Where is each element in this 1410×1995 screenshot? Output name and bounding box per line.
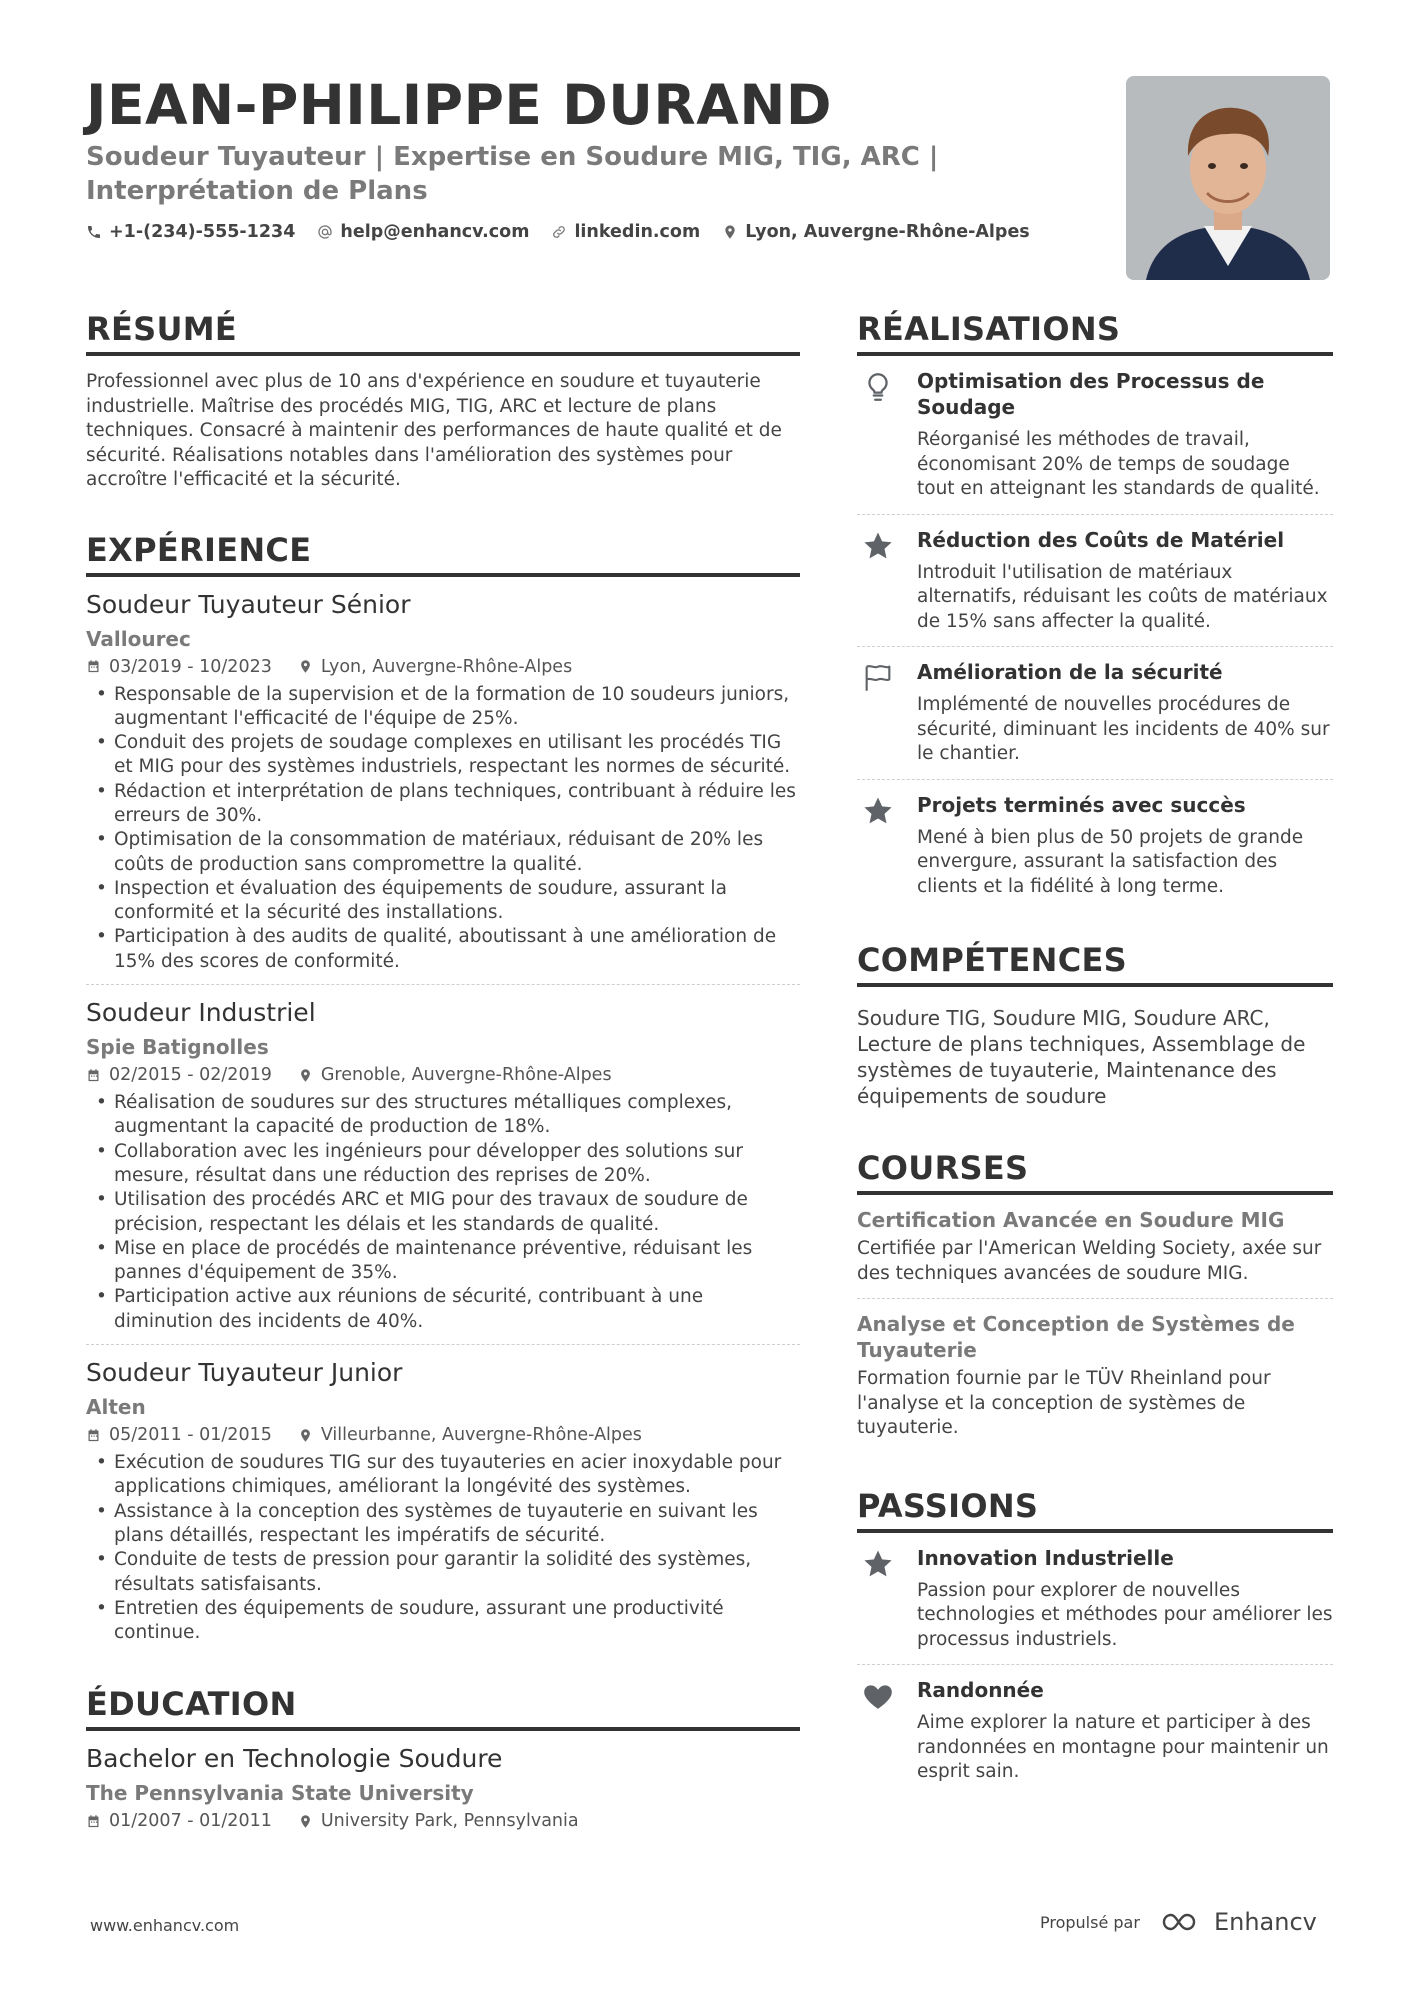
- achievement-item: [857, 515, 1333, 648]
- passion-item: [857, 1665, 1333, 1797]
- email-address: help@enhancv.com: [340, 222, 530, 242]
- achievement-description: Réorganisé les méthodes de travail, économisant 20% de temps de soudage tout en atteignant les standards de qualité.: [917, 429, 1320, 499]
- section-title-achievements: RÉALISATIONS: [857, 310, 1333, 356]
- profile-photo: [1126, 76, 1330, 280]
- contact-info: [86, 222, 1086, 242]
- candidate-headline: Soudeur Tuyauteur | Expertise en Soudure MIG, TIG, ARC | Interprétation de Plans: [86, 142, 939, 206]
- job-bullets: [86, 1451, 800, 1645]
- company-name: Spie Batignolles: [86, 1035, 269, 1060]
- passion-description: Aime explorer la nature et participer à des randonnées en montagne pour maintenir un esprit sain.: [917, 1712, 1329, 1782]
- job-bullet: • Collaboration avec les ingénieurs pour développer des solutions sur mesure, résultat dans une réduction des reprises de 20%.: [86, 1140, 800, 1189]
- job-entry: [86, 985, 800, 1345]
- achievement-title: Optimisation des Processus de Soudage: [917, 369, 1265, 419]
- job-meta: [86, 1065, 800, 1085]
- phone-icon: [86, 224, 102, 240]
- job-dates: [86, 1065, 272, 1085]
- section-title-summary: RÉSUMÉ: [86, 310, 800, 356]
- job-dates-text: 02/2015 - 02/2019: [109, 1065, 272, 1086]
- summary-text: Professionnel avec plus de 10 ans d'expérience en soudure et tuyauterie industrielle. Maîtrise des procédés MIG, TIG, ARC et lecture de plans techniques. Consacré à maintenir des performances de haute qualité et de sécurité. Réalisations notables dans l'amélioration des systèmes pour accroître l'efficacité et la sécurité.: [86, 371, 782, 490]
- passion-description: Passion pour explorer de nouvelles technologies et méthodes pour améliorer les processus industriels.: [917, 1579, 1333, 1650]
- achievement-description: Implémenté de nouvelles procédures de sécurité, diminuant les incidents de 40% sur le chantier.: [917, 694, 1330, 764]
- passion-title: Innovation Industrielle: [917, 1545, 1174, 1570]
- brand-name: Enhancv: [1213, 1908, 1317, 1936]
- job-bullet: • Mise en place de procédés de maintenance préventive, réduisant les pannes d'équipement de 35%.: [86, 1237, 800, 1286]
- left-column: [86, 310, 800, 1879]
- education-location-text: University Park, Pennsylvania: [320, 1811, 579, 1832]
- section-title-experience: EXPÉRIENCE: [86, 531, 800, 577]
- job-location-text: Villeurbanne, Auvergne-Rhône-Alpes: [320, 1425, 642, 1446]
- enhancv-logo-icon: [1160, 1910, 1206, 1934]
- course-description: Formation fournie par le TÜV Rheinland pour l'analyse et la conception de systèmes de tuyauterie.: [857, 1368, 1271, 1438]
- star-icon: [857, 1545, 899, 1653]
- company-name: Alten: [86, 1395, 146, 1420]
- contact-phone[interactable]: [86, 222, 295, 242]
- star-icon: [857, 527, 899, 635]
- job-dates: [86, 1425, 272, 1445]
- location-pin-icon: [298, 659, 313, 674]
- passion-title: Randonnée: [917, 1678, 1044, 1702]
- job-location-text: Grenoble, Auvergne-Rhône-Alpes: [320, 1065, 612, 1086]
- contact-location: [722, 222, 1030, 242]
- education-section: [86, 1685, 800, 1841]
- calendar-icon: [86, 1428, 101, 1443]
- brand-logo[interactable]: [1160, 1908, 1317, 1936]
- job-bullet: • Réalisation de soudures sur des structures métalliques complexes, augmentant la capacité de production de 18%.: [86, 1091, 800, 1140]
- education-meta: [86, 1811, 800, 1831]
- achievement-item: [857, 647, 1333, 780]
- education-entry: [86, 1731, 800, 1841]
- calendar-icon: [86, 1068, 101, 1083]
- job-bullet: • Inspection et évaluation des équipements de soudure, assurant la conformité et la sécurité des installations.: [86, 877, 800, 926]
- job-bullet: • Participation active aux réunions de sécurité, contribuant à une diminution des incidents de 40%.: [86, 1285, 800, 1334]
- job-bullet: • Utilisation des procédés ARC et MIG pour des travaux de soudure de précision, respectant les délais et les standards de qualité.: [86, 1188, 800, 1237]
- job-bullet: • Participation à des audits de qualité, aboutissant à une amélioration de 15% des scores de conformité.: [86, 925, 800, 974]
- education-location: [298, 1811, 579, 1831]
- company-name: Vallourec: [86, 626, 191, 651]
- job-bullet: • Conduit des projets de soudage complexes en utilisant les procédés TIG et MIG pour des systèmes industriels, respectant les normes de sécurité.: [86, 731, 800, 780]
- achievements-section: [857, 310, 1333, 911]
- section-title-courses: COURSES: [857, 1149, 1333, 1195]
- achievement-item: [857, 356, 1333, 515]
- course-description: Certifiée par l'American Welding Society, axée sur des techniques avancées de soudure MIG.: [857, 1238, 1322, 1284]
- job-entry: [86, 577, 800, 986]
- job-title: Soudeur Tuyauteur Junior: [86, 1358, 403, 1388]
- job-bullet: • Rédaction et interprétation de plans techniques, contribuant à réduire les erreurs de 30%.: [86, 780, 800, 829]
- location-pin-icon: [298, 1814, 313, 1829]
- job-bullet: • Conduite de tests de pression pour garantir la solidité des systèmes, résultats satisfaisants.: [86, 1548, 800, 1597]
- job-dates-text: 05/2011 - 01/2015: [109, 1425, 272, 1446]
- job-title: Soudeur Tuyauteur Sénior: [86, 589, 411, 619]
- contact-linkedin[interactable]: [551, 222, 700, 242]
- candidate-name: JEAN-PHILIPPE DURAND: [86, 73, 833, 137]
- achievement-title: Réduction des Coûts de Matériel: [917, 527, 1285, 552]
- lightbulb-icon: [857, 368, 899, 502]
- job-bullet: • Assistance à la conception des systèmes de tuyauterie en suivant les plans détaillés, respectant les impératifs de sécurité.: [86, 1500, 800, 1549]
- job-bullet: • Entretien des équipements de soudure, assurant une productivité continue.: [86, 1597, 800, 1646]
- passion-item: [857, 1533, 1333, 1666]
- calendar-icon: [86, 659, 101, 674]
- degree-title: Bachelor en Technologie Soudure: [86, 1744, 503, 1774]
- achievement-title: Amélioration de la sécurité: [917, 660, 1223, 684]
- job-meta: [86, 657, 800, 677]
- section-title-education: ÉDUCATION: [86, 1685, 800, 1731]
- footer-branding: [1040, 1908, 1317, 1936]
- footer-website[interactable]: www.enhancv.com: [90, 1916, 240, 1935]
- achievement-description: Introduit l'utilisation de matériaux alternatifs, réduisant les coûts de matériaux de 15% sans affecter la qualité.: [917, 561, 1328, 632]
- job-meta: [86, 1425, 800, 1445]
- job-title: Soudeur Industriel: [86, 998, 316, 1028]
- skills-section: [857, 941, 1333, 1109]
- right-column: [857, 310, 1333, 1835]
- contact-email[interactable]: [317, 222, 529, 242]
- course-item: [857, 1195, 1333, 1299]
- education-dates: [86, 1811, 272, 1831]
- job-bullets: [86, 683, 800, 975]
- experience-section: [86, 531, 800, 1656]
- job-entry: [86, 1345, 800, 1655]
- flag-icon: [857, 659, 899, 767]
- link-icon: [551, 224, 567, 240]
- achievement-description: Mené à bien plus de 50 projets de grande envergure, assurant la satisfaction des clients et la fidélité à long terme.: [917, 826, 1304, 897]
- location-pin-icon: [722, 224, 738, 240]
- star-icon: [857, 792, 899, 900]
- education-dates-text: 01/2007 - 01/2011: [109, 1811, 272, 1832]
- section-title-passions: PASSIONS: [857, 1487, 1333, 1533]
- passions-section: [857, 1487, 1333, 1797]
- achievement-item: [857, 780, 1333, 912]
- job-location: [298, 1065, 612, 1085]
- calendar-icon: [86, 1814, 101, 1829]
- location-pin-icon: [298, 1428, 313, 1443]
- job-location: [298, 657, 572, 677]
- resume-header: [86, 74, 1086, 242]
- phone-number: +1-(234)-555-1234: [109, 222, 296, 242]
- job-dates: [86, 657, 272, 677]
- powered-by-label: Propulsé par: [1040, 1912, 1140, 1932]
- job-dates-text: 03/2019 - 10/2023: [109, 656, 272, 677]
- job-bullet: • Responsable de la supervision et de la formation de 10 soudeurs juniors, augmentant l'efficacité de l'équipe de 25%.: [86, 683, 800, 732]
- at-icon: [317, 224, 333, 240]
- achievement-title: Projets terminés avec succès: [917, 792, 1246, 817]
- heart-icon: [857, 1677, 899, 1785]
- school-name: The Pennsylvania State University: [86, 1781, 474, 1806]
- job-bullet: • Optimisation de la consommation de matériaux, réduisant de 20% les coûts de production sans compromettre la qualité.: [86, 828, 800, 877]
- location-text: Lyon, Auvergne-Rhône-Alpes: [745, 222, 1030, 242]
- job-location-text: Lyon, Auvergne-Rhône-Alpes: [320, 656, 573, 677]
- profile-photo-portrait: [1126, 76, 1330, 280]
- job-bullet: • Exécution de soudures TIG sur des tuyauteries en acier inoxydable pour applications chimiques, améliorant la longévité des systèmes.: [86, 1451, 800, 1500]
- summary-section: [86, 310, 800, 493]
- linkedin-link: linkedin.com: [574, 222, 701, 242]
- location-pin-icon: [298, 1068, 313, 1083]
- job-location: [298, 1425, 642, 1445]
- courses-section: [857, 1149, 1333, 1453]
- course-item: [857, 1299, 1333, 1453]
- course-title: Certification Avancée en Soudure MIG: [857, 1208, 1285, 1232]
- course-title: Analyse et Conception de Systèmes de Tuyauterie: [857, 1312, 1295, 1362]
- section-title-skills: COMPÉTENCES: [857, 941, 1333, 987]
- skills-text: Soudure TIG, Soudure MIG, Soudure ARC, Lecture de plans techniques, Assemblage de systèmes de tuyauterie, Maintenance des équipements de soudure: [857, 1006, 1306, 1108]
- job-bullets: [86, 1091, 800, 1334]
